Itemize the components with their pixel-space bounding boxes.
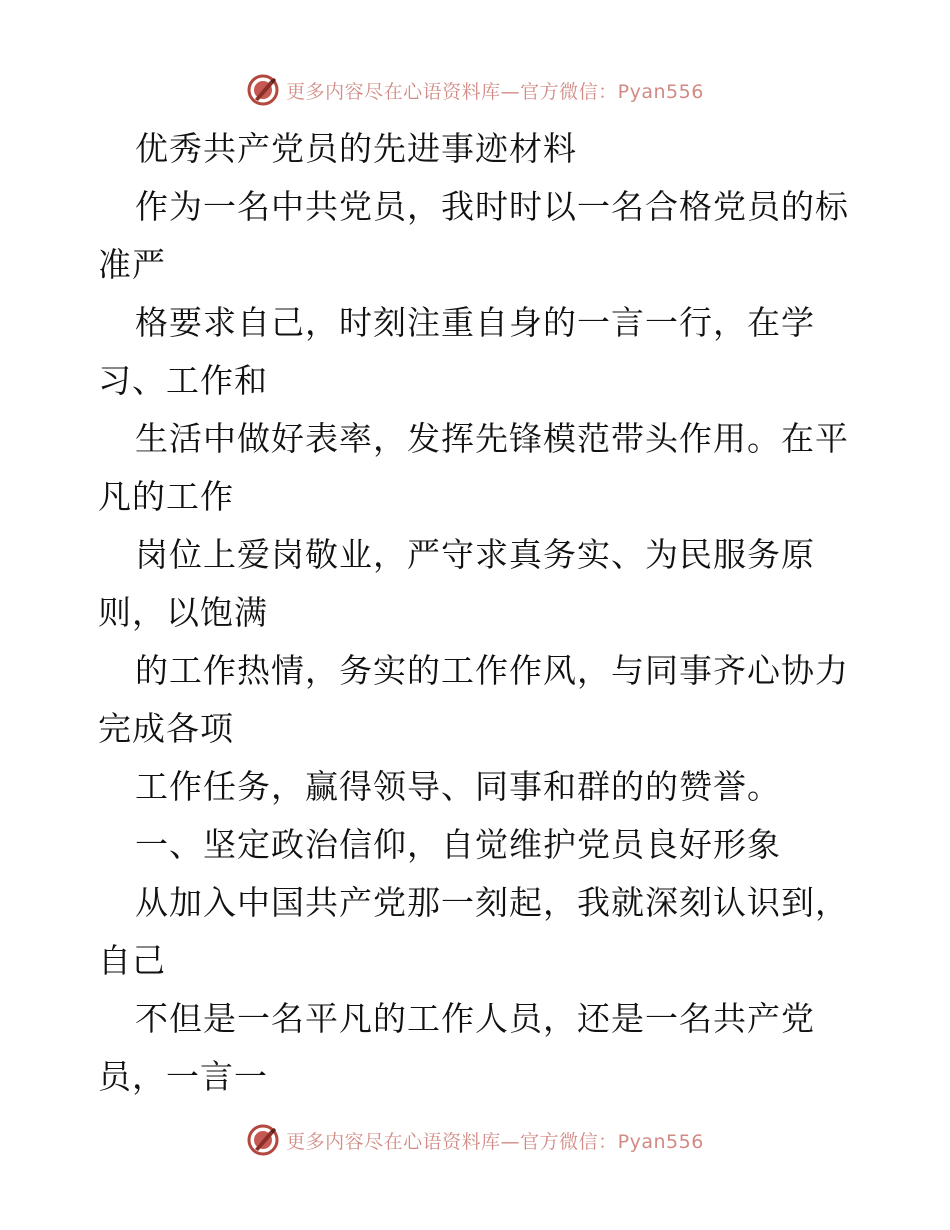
paragraph-line: 则，以饱满 (98, 593, 268, 632)
paragraph-line: 工作任务，赢得领导、同事和群的的赞誉。 (135, 767, 781, 806)
paragraph-line: 不但是一名平凡的工作人员，还是一名共产党 (135, 999, 815, 1038)
paragraph-line: 凡的工作 (98, 477, 234, 516)
paragraph-line: 员，一言一 (98, 1057, 268, 1096)
header-banner-text: 更多内容尽在心语资料库—官方微信：Pyan556 (286, 80, 704, 103)
section-heading: 一、坚定政治信仰，自觉维护党员良好形象 (135, 825, 781, 864)
pen-seal-icon (246, 73, 280, 107)
footer-banner (0, 1120, 950, 1160)
paragraph-line: 的工作热情，务实的工作作风，与同事齐心协力 (135, 651, 849, 690)
header-banner (0, 70, 950, 110)
paragraph-line: 生活中做好表率，发挥先锋模范带头作用。在平 (135, 419, 849, 458)
paragraph-line: 作为一名中共党员，我时时以一名合格党员的标 (135, 187, 849, 226)
paragraph-line: 准严 (98, 245, 166, 284)
footer-banner-text: 更多内容尽在心语资料库—官方微信：Pyan556 (286, 1130, 704, 1153)
paragraph-line: 从加入中国共产党那一刻起，我就深刻认识到， (135, 883, 849, 922)
paragraph-line: 习、工作和 (98, 361, 268, 400)
document-title: 优秀共产党员的先进事迹材料 (135, 129, 577, 168)
pen-seal-icon (246, 1123, 280, 1157)
paragraph-line: 自己 (98, 941, 166, 980)
paragraph-line: 完成各项 (98, 709, 234, 748)
paragraph-line: 岗位上爱岗敬业，严守求真务实、为民服务原 (135, 535, 815, 574)
paragraph-line: 格要求自己，时刻注重自身的一言一行，在学 (135, 303, 815, 342)
